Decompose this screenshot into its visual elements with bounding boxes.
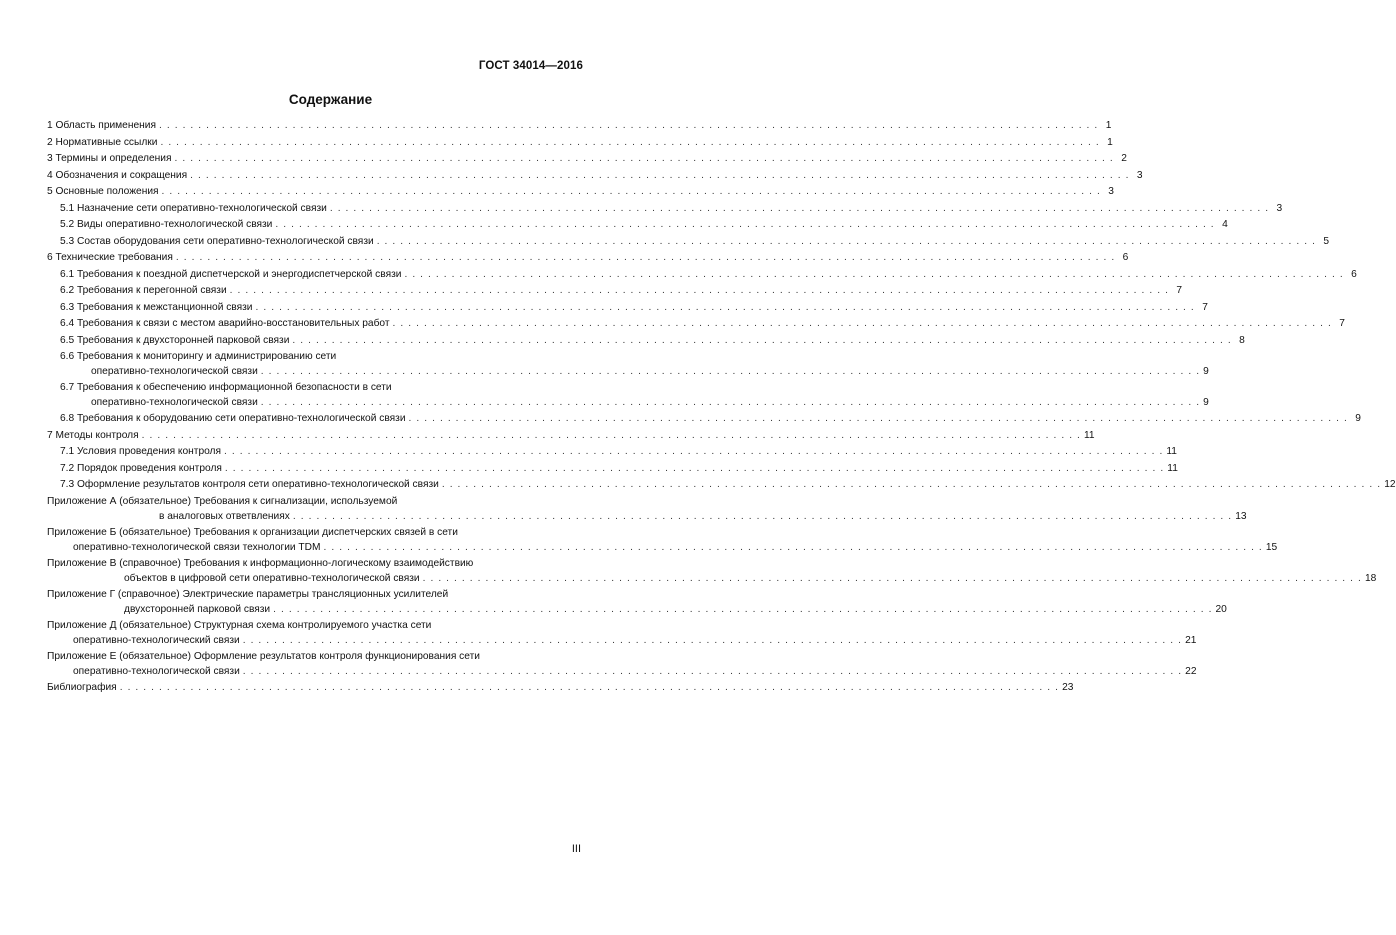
toc-entry-bibliography[interactable] [47,680,1074,697]
appendix-page: 22 [1185,665,1197,677]
toc-entry-page: 3 [1276,202,1283,214]
toc-entry-label: 3 Термины и определения [47,153,172,164]
leader-dots: . . . . . . . . . . . . . . . . . . . . . . . . . . . . . . . . . . . . . . . . . . . . . . . . . . . . . . . . . . . . . . . . . . . . . . . . . . . . . . . . . . . . . . . . . . . . . . . . . . . . . . . . . . . . . . . . . . . . . . . . [158,120,1099,131]
appendix-label-cont: двухсторонней парковой связи [124,603,271,615]
toc-entry-page: 5 [1323,235,1330,247]
leader-dots: . . . . . . . . . . . . . . . . . . . . . . . . . . . . . . . . . . . . . . . . . . . . . . . . . . . . . . . . . . . . . . . . . . . . . . . . . . . . . . . . . . . . . . . . . . . . . . . . . . . . . . . . . . . . . . . . . . . . . . . . [224,462,1165,474]
toc-entry-label: 7.1 Условия проведения контроля [60,446,222,457]
appendix-label: Приложение Е (обязательное) Оформление результатов контроля функционирования сети [47,650,480,662]
appendix-label-cont: оперативно-технологический связи [73,634,240,646]
toc-entry-label: Библиография [47,681,117,693]
toc-entry-page: 7 [1202,301,1208,313]
leader-dots: . . . . . . . . . . . . . . . . . . . . . . . . . . . . . . . . . . . . . . . . . . . . . . . . . . . . . . . . . . . . . . . . . . . . . . . . . . . . . . . . . . . . . . . . . . . . . . . . . . . . . . . . . . . . . . . . . . . . . . . . [224,446,1164,457]
appendix-label: Приложение Д (обязательное) Структурная схема контролируемого участка сети [47,619,432,631]
toc-entry-5-3[interactable] [47,234,1330,251]
leader-dots: . . . . . . . . . . . . . . . . . . . . . . . . . . . . . . . . . . . . . . . . . . . . . . . . . . . . . . . . . . . . . . . . . . . . . . . . . . . . . . . . . . . . . . . . . . . . . . . . . . . . . . . . . . . . . . . . . . . . . . . . [242,634,1183,646]
appendix-v[interactable] [47,556,1377,587]
appendix-label: Приложение В (справочное) Требования к информационно-логическому взаимодействию [47,557,474,569]
toc-entry-page: 23 [1062,681,1074,693]
table-of-contents [47,118,1396,696]
leader-dots: . . . . . . . . . . . . . . . . . . . . . . . . . . . . . . . . . . . . . . . . . . . . . . . . . . . . . . . . . . . . . . . . . . . . . . . . . . . . . . . . . . . . . . . . . . . . . . . . . . . . . . . . . . . . . . . . . . . . . . . . [229,285,1170,296]
toc-entry-page: 1 [1105,120,1112,131]
appendix-label-cont: оперативно-технологической связи [73,665,240,677]
leader-dots: . . . . . . . . . . . . . . . . . . . . . . . . . . . . . . . . . . . . . . . . . . . . . . . . . . . . . . . . . . . . . . . . . . . . . . . . . . . . . . . . . . . . . . . . . . . . . . . . . . . . . . . . . . . . . . . . . . . . . . . . [392,318,1332,329]
appendix-e[interactable] [47,649,1197,680]
leader-dots: . . . . . . . . . . . . . . . . . . . . . . . . . . . . . . . . . . . . . . . . . . . . . . . . . . . . . . . . . . . . . . . . . . . . . . . . . . . . . . . . . . . . . . . . . . . . . . . . . . . . . . . . . . . . . . . . . . . . . . . . [161,186,1101,197]
leader-dots: . . . . . . . . . . . . . . . . . . . . . . . . . . . . . . . . . . . . . . . . . . . . . . . . . . . . . . . . . . . . . . . . . . . . . . . . . . . . . . . . . . . . . . . . . . . . . . . . . . . . . . . . . . . . . . . . . . . . . . . . [260,366,1201,377]
toc-entry-6-4[interactable] [47,316,1345,333]
page-number: III [571,843,581,855]
toc-entry-6[interactable] [47,250,1129,267]
toc-entry-page: 9 [1355,413,1361,424]
toc-entry-page: 3 [1136,169,1143,181]
appendix-d[interactable] [47,618,1197,649]
leader-dots: . . . . . . . . . . . . . . . . . . . . . . . . . . . . . . . . . . . . . . . . . . . . . . . . . . . . . . . . . . . . . . . . . . . . . . . . . . . . . . . . . . . . . . . . . . . . . . . . . . . . . . . . . . . . . . . . . . . . . . . . [174,153,1114,164]
toc-entry-7[interactable] [47,428,1095,445]
toc-entry-page: 11 [1167,462,1178,474]
toc-entry-2[interactable] [47,135,1113,152]
leader-dots: . . . . . . . . . . . . . . . . . . . . . . . . . . . . . . . . . . . . . . . . . . . . . . . . . . . . . . . . . . . . . . . . . . . . . . . . . . . . . . . . . . . . . . . . . . . . . . . . . . . . . . . . . . . . . . . . . . . . . . . . [160,136,1100,148]
toc-entry-6-3[interactable] [47,300,1208,317]
toc-entry-page: 7 [1176,285,1183,296]
toc-entry-label: 5.3 Состав оборудования сети оперативно-технологической связи [60,235,374,247]
appendix-b[interactable] [47,525,1278,556]
toc-entry-label: 5.2 Виды оперативно-технологической связи [60,219,273,230]
leader-dots: . . . . . . . . . . . . . . . . . . . . . . . . . . . . . . . . . . . . . . . . . . . . . . . . . . . . . . . . . . . . . . . . . . . . . . . . . . . . . . . . . . . . . . . . . . . . . . . . . . . . . . . . . . . . . . . . . . . . . . . . [441,479,1382,490]
leader-dots: . . . . . . . . . . . . . . . . . . . . . . . . . . . . . . . . . . . . . . . . . . . . . . . . . . . . . . . . . . . . . . . . . . . . . . . . . . . . . . . . . . . . . . . . . . . . . . . . . . . . . . . . . . . . . . . . . . . . . . . . [242,665,1183,677]
toc-entry-page: 11 [1084,429,1095,441]
toc-entry-6-8[interactable] [47,411,1361,428]
toc-entry-7-1[interactable] [47,444,1177,461]
toc-entry-label: 7.2 Порядок проведения контроля [60,462,222,474]
page-title: Содержание [288,92,373,107]
leader-dots: . . . . . . . . . . . . . . . . . . . . . . . . . . . . . . . . . . . . . . . . . . . . . . . . . . . . . . . . . . . . . . . . . . . . . . . . . . . . . . . . . . . . . . . . . . . . . . . . . . . . . . . . . . . . . . . . . . . . . . . . [255,301,1195,313]
toc-entry-page: 2 [1121,153,1127,164]
toc-entry-page: 9 [1203,366,1209,377]
toc-entry-label: 2 Нормативные ссылки [47,136,158,148]
toc-entry-page: 3 [1108,186,1114,197]
toc-entry-6-2[interactable] [47,283,1183,300]
toc-entry-page: 9 [1203,397,1209,408]
appendix-g[interactable] [47,587,1227,618]
toc-entry-label: 5 Основные положения [47,186,159,197]
appendix-page: 18 [1364,572,1377,584]
appendix-page: 21 [1185,634,1197,646]
leader-dots: . . . . . . . . . . . . . . . . . . . . . . . . . . . . . . . . . . . . . . . . . . . . . . . . . . . . . . . . . . . . . . . . . . . . . . . . . . . . . . . . . . . . . . . . . . . . . . . . . . . . . . . . . . . . . . . . . . . . . . . . [141,429,1081,441]
appendix-label-cont: в аналоговых ответвлениях [159,510,290,522]
toc-entry-page: 6 [1122,252,1129,263]
toc-entry-label: 7.3 Оформление результатов контроля сети оперативно-технологической связи [60,479,439,490]
toc-entry-4[interactable] [47,168,1143,185]
toc-entry-page: 7 [1339,318,1345,329]
toc-entry-label: 6.4 Требования к связи с местом аварийно-восстановительных работ [60,318,390,329]
toc-entry-6-7[interactable] [47,380,1209,411]
toc-entry-5-1[interactable] [47,201,1283,218]
toc-entry-page: 1 [1107,136,1113,148]
leader-dots: . . . . . . . . . . . . . . . . . . . . . . . . . . . . . . . . . . . . . . . . . . . . . . . . . . . . . . . . . . . . . . . . . . . . . . . . . . . . . . . . . . . . . . . . . . . . . . . . . . . . . . . . . . . . . . . . . . . . . . . . [376,235,1317,247]
appendix-a[interactable] [47,494,1247,525]
appendix-page: 20 [1215,603,1227,615]
leader-dots: . . . . . . . . . . . . . . . . . . . . . . . . . . . . . . . . . . . . . . . . . . . . . . . . . . . . . . . . . . . . . . . . . . . . . . . . . . . . . . . . . . . . . . . . . . . . . . . . . . . . . . . . . . . . . . . . . . . . . . . . [260,397,1201,408]
toc-entry-7-3[interactable] [47,477,1396,494]
appendix-label: Приложение Б (обязательное) Требования к организации диспетчерских связей в сети [47,526,458,538]
standard-number: ГОСТ 34014—2016 [478,60,583,72]
leader-dots: . . . . . . . . . . . . . . . . . . . . . . . . . . . . . . . . . . . . . . . . . . . . . . . . . . . . . . . . . . . . . . . . . . . . . . . . . . . . . . . . . . . . . . . . . . . . . . . . . . . . . . . . . . . . . . . . . . . . . . . . [329,202,1270,214]
toc-entry-label-cont: оперативно-технологической связи [91,366,258,377]
leader-dots: . . . . . . . . . . . . . . . . . . . . . . . . . . . . . . . . . . . . . . . . . . . . . . . . . . . . . . . . . . . . . . . . . . . . . . . . . . . . . . . . . . . . . . . . . . . . . . . . . . . . . . . . . . . . . . . . . . . . . . . . [404,268,1344,280]
toc-entry-label: 6.7 Требования к обеспечению информационной безопасности в сети [60,382,392,393]
leader-dots: . . . . . . . . . . . . . . . . . . . . . . . . . . . . . . . . . . . . . . . . . . . . . . . . . . . . . . . . . . . . . . . . . . . . . . . . . . . . . . . . . . . . . . . . . . . . . . . . . . . . . . . . . . . . . . . . . . . . . . . . [292,510,1233,522]
appendix-label-cont: оперативно-технологической связи технологии TDM [73,541,321,553]
toc-entry-label: 4 Обозначения и сокращения [47,169,188,181]
toc-entry-label: 6.8 Требования к оборудованию сети оперативно-технологической связи [60,413,406,424]
appendix-label: Приложение А (обязательное) Требования к сигнализации, используемой [47,495,398,507]
leader-dots: . . . . . . . . . . . . . . . . . . . . . . . . . . . . . . . . . . . . . . . . . . . . . . . . . . . . . . . . . . . . . . . . . . . . . . . . . . . . . . . . . . . . . . . . . . . . . . . . . . . . . . . . . . . . . . . . . . . . . . . . [273,603,1213,615]
toc-entry-page: 8 [1239,334,1245,346]
appendix-label: Приложение Г (справочное) Электрические параметры трансляционных усилителей [47,588,449,600]
toc-entry-label: 1 Область применения [47,120,156,131]
toc-entry-label: 6.2 Требования к перегонной связи [60,285,227,296]
appendix-label-cont: объектов в цифровой сети оперативно-технологической связи [124,572,420,584]
leader-dots: . . . . . . . . . . . . . . . . . . . . . . . . . . . . . . . . . . . . . . . . . . . . . . . . . . . . . . . . . . . . . . . . . . . . . . . . . . . . . . . . . . . . . . . . . . . . . . . . . . . . . . . . . . . . . . . . . . . . . . . . [422,572,1362,584]
appendix-page: 13 [1235,510,1247,522]
toc-entry-6-5[interactable] [47,333,1245,350]
appendix-page: 15 [1265,541,1278,553]
toc-entry-label: 6.1 Требования к поездной диспетчерской и энергодиспетчерской связи [60,268,402,280]
leader-dots: . . . . . . . . . . . . . . . . . . . . . . . . . . . . . . . . . . . . . . . . . . . . . . . . . . . . . . . . . . . . . . . . . . . . . . . . . . . . . . . . . . . . . . . . . . . . . . . . . . . . . . . . . . . . . . . . . . . . . . . . [408,413,1348,424]
toc-entry-label: 6.6 Требования к мониторингу и администрированию сети [60,351,337,362]
toc-entry-page: 4 [1222,219,1228,230]
toc-entry-label-cont: оперативно-технологической связи [91,397,258,408]
toc-entry-page: 12 [1384,479,1396,490]
toc-entry-6-6[interactable] [47,349,1209,380]
leader-dots: . . . . . . . . . . . . . . . . . . . . . . . . . . . . . . . . . . . . . . . . . . . . . . . . . . . . . . . . . . . . . . . . . . . . . . . . . . . . . . . . . . . . . . . . . . . . . . . . . . . . . . . . . . . . . . . . . . . . . . . . [275,219,1215,230]
toc-entry-5[interactable] [47,184,1114,201]
leader-dots: . . . . . . . . . . . . . . . . . . . . . . . . . . . . . . . . . . . . . . . . . . . . . . . . . . . . . . . . . . . . . . . . . . . . . . . . . . . . . . . . . . . . . . . . . . . . . . . . . . . . . . . . . . . . . . . . . . . . . . . . [175,252,1116,263]
toc-entry-page: 11 [1166,446,1177,457]
toc-entry-label: 7 Методы контроля [47,429,139,441]
toc-entry-1[interactable] [47,118,1112,135]
leader-dots: . . . . . . . . . . . . . . . . . . . . . . . . . . . . . . . . . . . . . . . . . . . . . . . . . . . . . . . . . . . . . . . . . . . . . . . . . . . . . . . . . . . . . . . . . . . . . . . . . . . . . . . . . . . . . . . . . . . . . . . . [119,681,1060,693]
leader-dots: . . . . . . . . . . . . . . . . . . . . . . . . . . . . . . . . . . . . . . . . . . . . . . . . . . . . . . . . . . . . . . . . . . . . . . . . . . . . . . . . . . . . . . . . . . . . . . . . . . . . . . . . . . . . . . . . . . . . . . . . [292,334,1232,346]
toc-entry-7-2[interactable] [47,461,1178,478]
toc-entry-3[interactable] [47,151,1127,168]
toc-entry-label: 6 Технические требования [47,252,173,263]
toc-entry-label: 6.3 Требования к межстанционной связи [60,301,253,313]
toc-entry-label: 5.1 Назначение сети оперативно-технологической связи [60,202,327,214]
toc-entry-label: 6.5 Требования к двухсторонней парковой связи [60,334,290,346]
leader-dots: . . . . . . . . . . . . . . . . . . . . . . . . . . . . . . . . . . . . . . . . . . . . . . . . . . . . . . . . . . . . . . . . . . . . . . . . . . . . . . . . . . . . . . . . . . . . . . . . . . . . . . . . . . . . . . . . . . . . . . . . [323,541,1263,553]
leader-dots: . . . . . . . . . . . . . . . . . . . . . . . . . . . . . . . . . . . . . . . . . . . . . . . . . . . . . . . . . . . . . . . . . . . . . . . . . . . . . . . . . . . . . . . . . . . . . . . . . . . . . . . . . . . . . . . . . . . . . . . . [190,169,1130,181]
toc-entry-5-2[interactable] [47,217,1228,234]
toc-entry-6-1[interactable] [47,267,1357,284]
toc-entry-page: 6 [1351,268,1357,280]
